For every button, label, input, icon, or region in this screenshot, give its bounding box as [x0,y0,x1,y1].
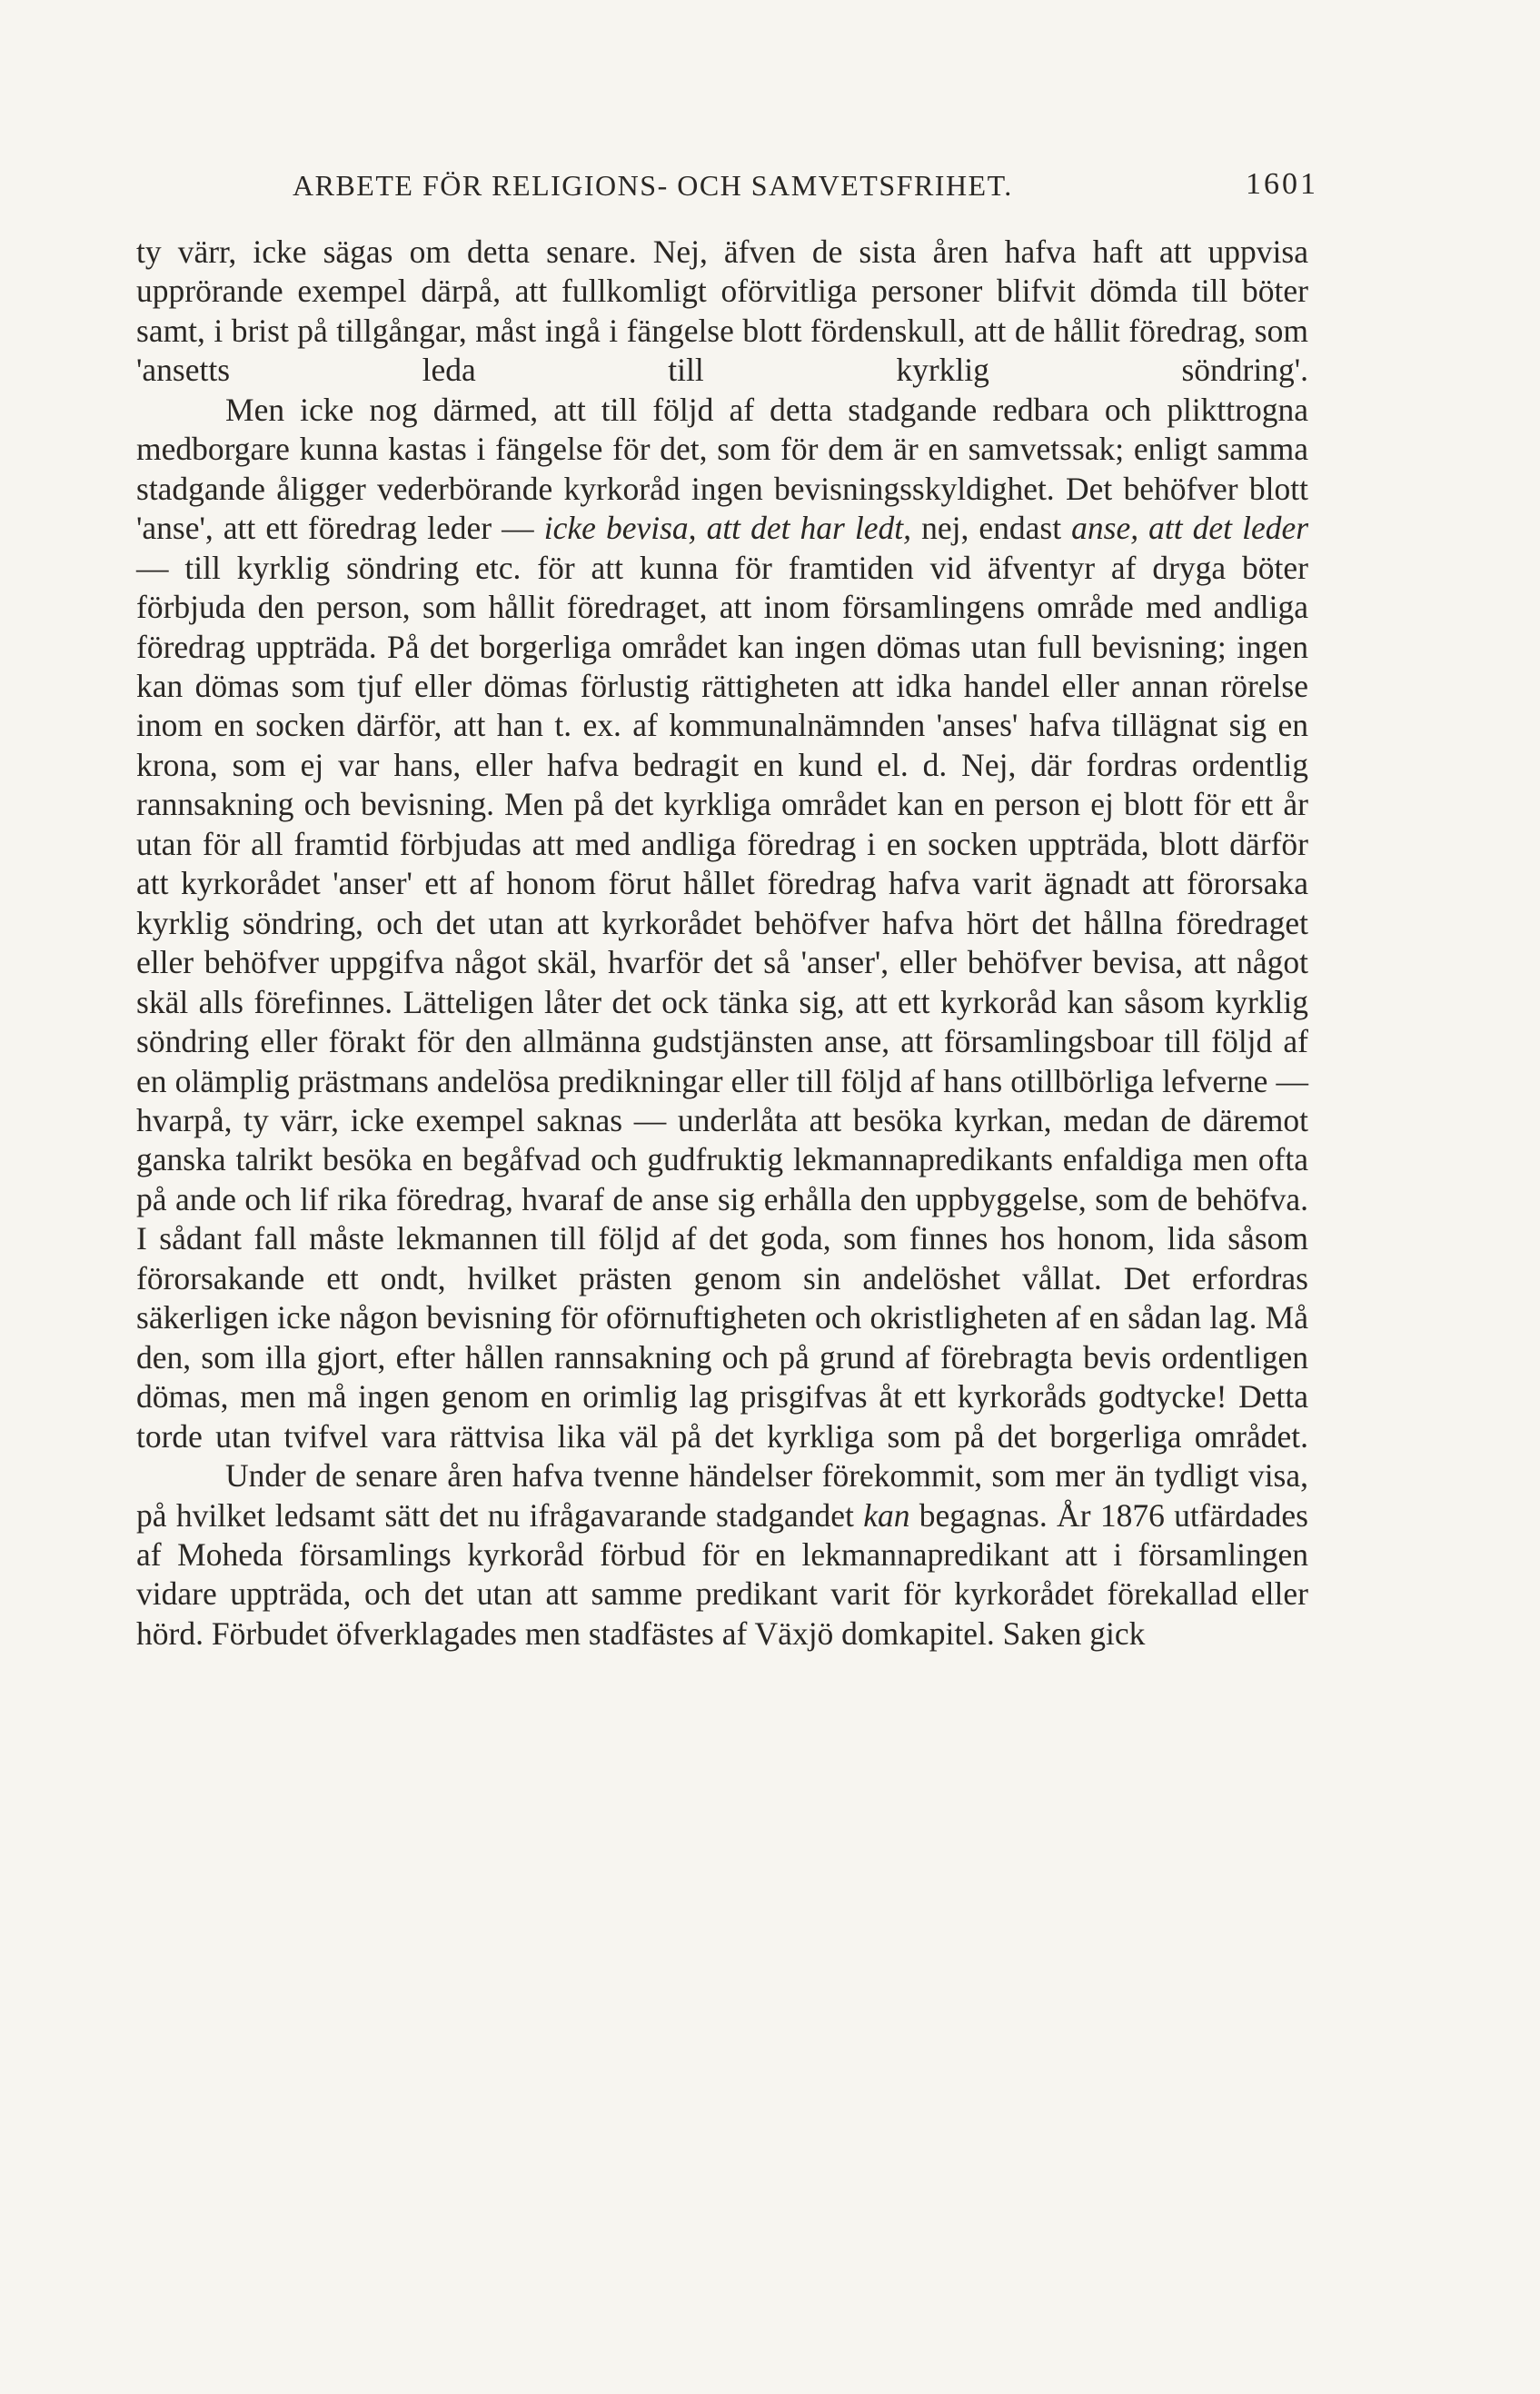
body-text [136,233,1308,1654]
paragraph-text: Under de senare åren hafva tvenne händelser förekommit, som mer än tydligt visa, på hvilket ledsamt sätt det nu ifrågavarande stadgandet [136,1457,1308,1534]
emphasis-text: anse, att det leder [1071,510,1309,547]
paragraph-handelser [136,1456,1308,1654]
page-number: 1601 [1246,167,1318,201]
paragraph-text: Men icke nog därmed, att till följd af detta stadgande redbara och plikttrogna medborgare kunna kastas i fängelse för det, som för dem är en samvetssak; enligt samma stadgande åligger vederbörande kyrkoråd ingen bevisningsskyldighet. Det behöfver blott 'anse', att ett föredrag leder — [136,391,1308,547]
running-title: ARBETE FÖR RELIGIONS- OCH SAMVETSFRIHET. [293,169,1013,202]
paragraph-bevisning [136,391,1308,1456]
emphasis-text: kan [863,1496,910,1534]
paragraph-text: begagnas. År 1876 utfärdades af Moheda församlings kyrkoråd förbud för en lekmannapredikant att i församlingen vidare uppträda, och det utan att samme predikant varit för kyrkorådet förekallad eller hörd. Förbudet öfverklagades men stadfästes af Växjö domkapitel. Saken gick [136,1496,1309,1652]
paragraph-text: nej, endast [921,510,1062,547]
paragraph-continuation [136,233,1308,391]
emphasis-text: icke bevisa, att det har ledt, [543,510,912,547]
paragraph-text: ty värr, icke sägas om detta senare. Nej, äfven de sista åren hafva haft att uppvisa upprörande exempel därpå, att fullkomligt oförvitliga personer blifvit dömda till böter samt, i brist på tillgångar, måst ingå i fängelse blott fördenskull, att de hållit föredrag, som 'ansetts leda till kyrklig söndring'. [136,233,1308,389]
paragraph-text: — till kyrklig söndring etc. för att kunna för framtiden vid äfventyr af dryga böter förbjuda den person, som hållit föredraget, att inom församlingens område med andliga föredrag uppträda. På det borgerliga området kan ingen dömas utan full bevisning; ingen kan dömas som tjuf eller dömas förlustig rättigheten att idka handel eller annan rörelse inom en socken därför, att han t. ex. af kommunalnämnden 'anses' hafva tillägnat sig en krona, som ej var hans, eller hafva bedragit en kund el. d. Nej, där fordras ordentlig rannsakning och bevisning. Men på det kyrkliga området kan en person ej blott för ett år utan för all framtid förbjudas att med andliga föredrag i en socken uppträda, blott därför att kyrkorådet 'anser' ett af honom förut hållet föredrag hafva varit ägnadt att förorsaka kyrklig söndring, och det utan att kyrkorådet behöfver hafva hört det hållna föredraget eller behöfver uppgifva något skäl, hvarför det så 'anser', eller behöfver bevisa, att något skäl alls förefinnes. Lätteligen låter det ock tänka sig, att ett kyrkoråd kan såsom kyrklig söndring eller förakt för den allmänna gudstjänsten anse, att församlingsboar till följd af en olämplig prästmans andelösa predikningar eller till följd af hans otillbörliga lefverne — hvarpå, ty värr, icke exempel saknas — underlåta att besöka kyrkan, medan de däremot ganska talrikt besöka en begåfvad och gudfruktig lekmannapredikants enfaldiga men ofta på ande och lif rika föredrag, hvaraf de anse sig erhålla den uppbyggelse, som de behöfva. I sådant fall måste lekmannen till följd af det goda, som finnes hos honom, lida såsom förorsakande ett ondt, hvilket prästen genom sin andelöshet vållat. Det erfordras säkerligen icke någon bevisning för oförnuftigheten och okristligheten af en sådan lag. Må den, som illa gjort, efter hållen rannsakning och på grund af förebragta bevis ordentligen dömas, men må ingen genom en orimlig lag prisgifvas åt ett kyrkoråds godtycke! Detta torde utan tvifvel vara rättvisa lika väl på det kyrkliga som på det borgerliga området. [136,549,1308,1455]
page-header [273,169,1322,205]
